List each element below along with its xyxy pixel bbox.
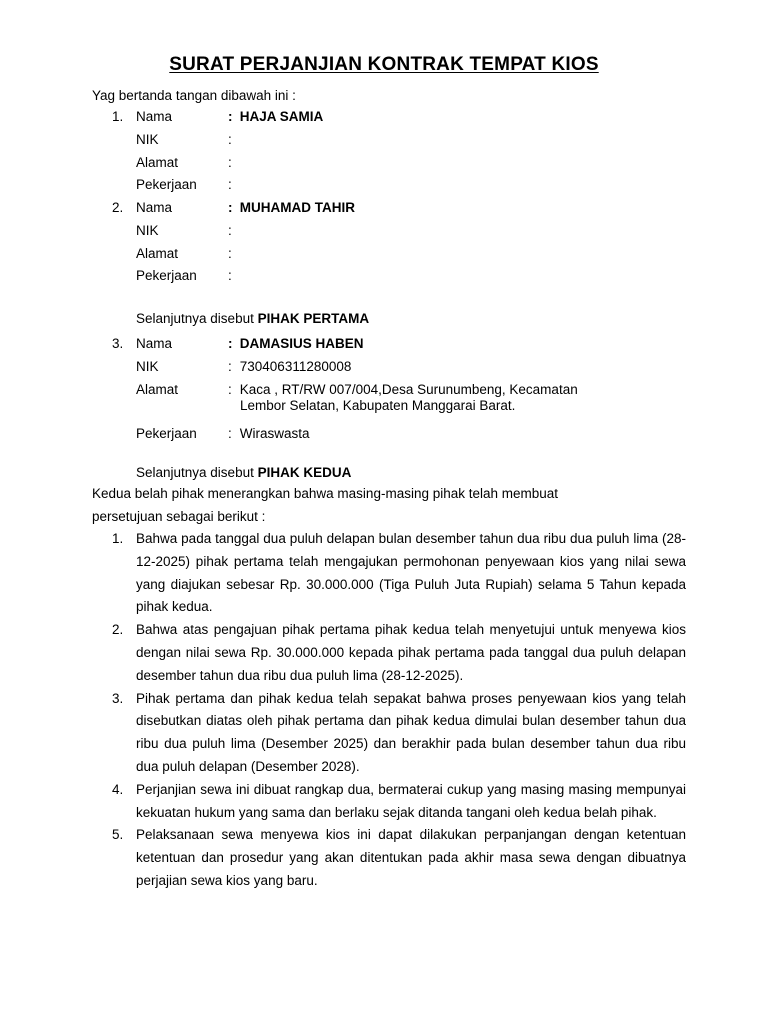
party-3-nik-row	[112, 356, 672, 379]
party-3-pekerjaan-row	[112, 423, 672, 446]
party-3-nama-value: DAMASIUS HABEN	[239, 336, 364, 351]
pihak-kedua-label: PIHAK KEDUA	[257, 465, 352, 480]
party-1-nama-row	[112, 106, 672, 129]
party-1	[112, 106, 672, 197]
selanjutnya-text: Selanjutnya disebut	[136, 311, 254, 326]
clause-item	[112, 824, 686, 892]
party-1-pekerjaan: :	[228, 177, 232, 193]
label-pekerjaan: Pekerjaan	[136, 177, 197, 193]
party-3-nik: : 730406311280008	[228, 358, 352, 374]
label-pekerjaan: Pekerjaan	[136, 425, 197, 441]
label-alamat: Alamat	[136, 381, 179, 397]
statement-line-1: Kedua belah pihak menerangkan bahwa masing-masing pihak telah membuat	[92, 486, 559, 501]
label-alamat: Alamat	[136, 245, 179, 261]
clause-number: 5.	[112, 827, 124, 843]
party-1-nik-row	[112, 129, 672, 152]
party-3-pekerjaan: : Wiraswasta	[228, 425, 310, 441]
party-2-nama: : MUHAMAD TAHIR	[228, 200, 355, 215]
clause-number: 3.	[112, 690, 124, 706]
label-nik: NIK	[136, 222, 159, 238]
party-2-alamat-row	[112, 243, 672, 266]
label-pekerjaan: Pekerjaan	[136, 268, 197, 284]
party-3-pekerjaan-value: Wiraswasta	[239, 425, 310, 441]
party-3-alamat-line2: Lembor Selatan, Kabupaten Manggarai Barat.	[240, 397, 516, 413]
clause-text: Pihak pertama dan pihak kedua telah sepakat bahwa proses penyewaan kios yang telah disebutkan diatas oleh pihak pertama dan pihak kedua dimulai bulan desember tahun dua ribu dua puluh lima (Desember 2025) dan berakhir pada bulan desember tahun dua ribu dua puluh delapan (Desember 2028).	[136, 690, 686, 774]
party-2	[112, 197, 672, 288]
clause-item	[112, 619, 686, 687]
party-2-nama-value: MUHAMAD TAHIR	[239, 200, 355, 215]
clause-text: Bahwa atas pengajuan pihak pertama pihak kedua telah menyetujui untuk menyewa kios dengan nilai sewa Rp. 30.000.000 kepada pihak pertama pada tanggal dua puluh delapan desember tahun dua ribu dua puluh lima (28-12-2025).	[136, 622, 686, 683]
clause-number: 4.	[112, 781, 124, 797]
selanjutnya-text: Selanjutnya disebut	[136, 465, 254, 480]
pihak-kedua-designation	[136, 465, 351, 480]
label-nama: Nama	[136, 109, 173, 124]
clause-text: Perjanjian sewa ini dibuat rangkap dua, bermaterai cukup yang masing masing mempunyai kekuatan hukum yang sama dan berlaku sejak ditanda tangani oleh kedua belah pihak.	[136, 781, 686, 820]
party-1-alamat: :	[228, 154, 232, 170]
party-number: 1.	[112, 109, 124, 124]
party-2-nik-row	[112, 220, 672, 243]
party-1-nama-value: HAJA SAMIA	[239, 109, 324, 124]
party-2-pekerjaan-row	[112, 265, 672, 288]
label-alamat: Alamat	[136, 154, 179, 170]
label-nik: NIK	[136, 358, 159, 374]
clause-list	[112, 528, 686, 893]
party-number: 3.	[112, 336, 124, 351]
clause-item	[112, 528, 686, 619]
party-2-pekerjaan: :	[228, 268, 232, 284]
party-1-nama: : HAJA SAMIA	[228, 109, 324, 124]
clause-number: 2.	[112, 622, 124, 638]
party-3-alamat: : Kaca , RT/RW 007/004,Desa Surunumbeng, Kecamatan Lembor Selatan, Kabupaten Manggarai Barat.	[228, 381, 578, 413]
label-nik: NIK	[136, 131, 159, 147]
clause-item	[112, 688, 686, 779]
pihak-pertama-designation	[136, 311, 369, 326]
clause-text: Bahwa pada tanggal dua puluh delapan bulan desember tahun dua ribu dua puluh lima (28-12-2025) pihak pertama telah mengajukan permohonan penyewaan kios yang nilai sewa yang diajukan sebesar Rp. 30.000.000 (Tiga Puluh Juta Rupiah) selama 5 Tahun kepada pihak kedua.	[136, 531, 686, 615]
party-1-nik: :	[228, 131, 232, 147]
party-3-nama: : DAMASIUS HABEN	[228, 336, 364, 351]
party-3	[112, 333, 672, 445]
party-3-nama-row	[112, 333, 672, 356]
party-2-nama-row	[112, 197, 672, 220]
label-nama: Nama	[136, 336, 173, 351]
document-title: SURAT PERJANJIAN KONTRAK TEMPAT KIOS	[169, 54, 599, 75]
party-number: 2.	[112, 200, 124, 215]
party-1-pekerjaan-row	[112, 174, 672, 197]
party-3-alamat-line1: Kaca , RT/RW 007/004,Desa Surunumbeng, Kecamatan	[239, 381, 578, 397]
clause-item	[112, 779, 686, 825]
agreement-statement	[92, 483, 686, 529]
intro-text: Yag bertanda tangan dibawah ini :	[92, 88, 296, 103]
pihak-pertama-label: PIHAK PERTAMA	[257, 311, 370, 326]
party-3-alamat-row	[112, 379, 672, 423]
label-nama: Nama	[136, 200, 173, 215]
statement-line-2: persetujuan sebagai berikut :	[92, 508, 266, 524]
clause-number: 1.	[112, 531, 124, 546]
party-3-nik-value: 730406311280008	[239, 358, 352, 374]
party-1-alamat-row	[112, 152, 672, 175]
party-2-alamat: :	[228, 245, 232, 261]
clause-text: Pelaksanaan sewa menyewa kios ini dapat dilakukan perpanjangan dengan ketentuan ketentuan dan prosedur yang akan ditentukan pada akhir masa sewa dengan dibuatnya perjajian sewa kios yang baru.	[136, 827, 686, 888]
party-2-nik: :	[228, 222, 232, 238]
